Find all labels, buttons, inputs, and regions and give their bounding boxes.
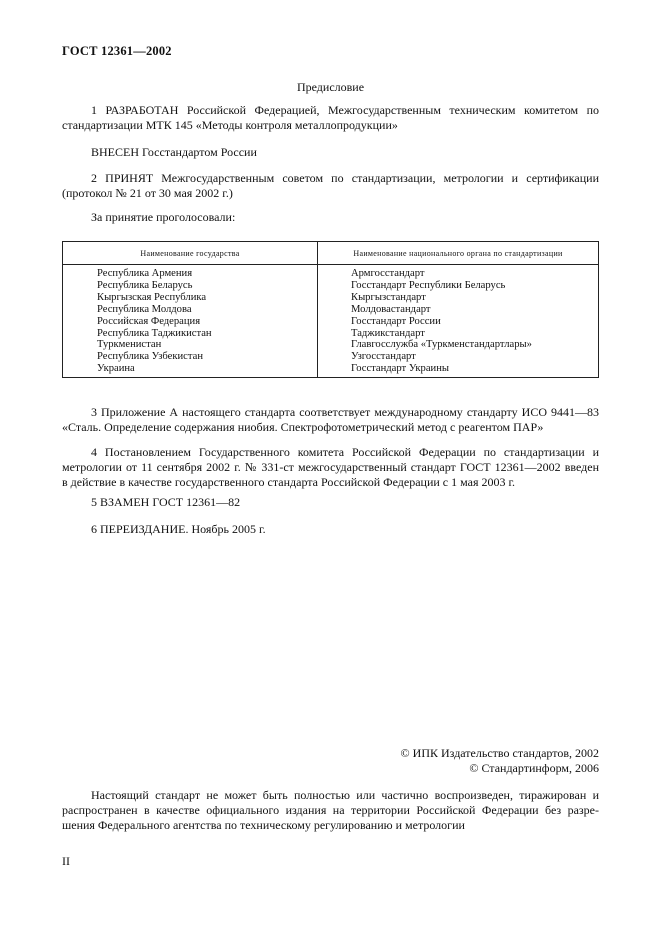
state-name: Республика Беларусь xyxy=(97,279,193,291)
standards-body-name: Армгосстандарт xyxy=(351,268,425,279)
paragraph-line: метрологии от 11 сентября 2002 г. № 331-ст межгосударственный стандарт ГОСТ 12361—2002 введен xyxy=(62,460,599,474)
paragraph-decree xyxy=(62,445,599,490)
paragraph-line: «Сталь. Определение содержания ниобия. Спектрофотометрический метод с реагентом ПАР» xyxy=(62,420,544,434)
copyright-publisher: © ИПК Издательство стандартов, 2002 xyxy=(400,746,599,760)
paragraph-developed xyxy=(62,103,599,133)
state-name: Туркменистан xyxy=(97,339,162,351)
copyright-standartinform: © Стандартинформ, 2006 xyxy=(469,761,599,775)
states-column xyxy=(63,265,318,378)
standards-body-name: Госстандарт России xyxy=(351,315,441,327)
paragraph-line: стандартизации МТК 145 «Методы контроля металлопродукции» xyxy=(62,118,398,132)
paragraph-line: 2 ПРИНЯТ Межгосударственным советом по стандартизации, метрологии и сертификации xyxy=(91,171,599,185)
paragraph-introduced: ВНЕСЕН Госстандартом России xyxy=(91,145,257,159)
voting-table xyxy=(62,241,599,378)
paragraph-line: Настоящий стандарт не может быть полностью или частично воспроизведен, тиражирован и xyxy=(91,788,599,802)
standards-body-name: Госстандарт Республики Беларусь xyxy=(351,279,506,291)
paragraph-adopted xyxy=(62,171,599,201)
paragraph-line: 3 Приложение А настоящего стандарта соответствует международному стандарту ИСО 9441—83 xyxy=(91,405,599,419)
standards-body-name: Молдовастандарт xyxy=(351,303,431,315)
paragraph-reissue: 6 ПЕРЕИЗДАНИЕ. Ноябрь 2005 г. xyxy=(91,522,266,536)
section-title: Предисловие xyxy=(296,80,365,94)
table-header-row xyxy=(63,242,599,265)
state-name: Российская Федерация xyxy=(97,315,201,327)
paragraph-line: распространен в качестве официального издания на территории Российской Федерации без разре- xyxy=(62,803,599,817)
paragraph-replaces: 5 ВЗАМЕН ГОСТ 12361—82 xyxy=(91,495,241,509)
state-name: Республика Молдова xyxy=(97,303,192,315)
table-header-body: Наименование национального органа по стандартизации xyxy=(318,242,599,265)
paragraph-voted: За принятие проголосовали: xyxy=(91,210,236,224)
table-row xyxy=(63,265,599,378)
paragraph-line: 1 РАЗРАБОТАН Российской Федерацией, Межгосударственным техническим комитетом по xyxy=(91,103,599,117)
bodies-column xyxy=(318,265,599,378)
standards-body-name: Узгосстандарт xyxy=(351,351,416,363)
paragraph-line: 4 Постановлением Государственного комитета Российской Федерации по стандартизации и xyxy=(91,445,599,459)
page-number: II xyxy=(62,854,70,868)
paragraph-line: шения Федерального агентства по техническому регулированию и метрологии xyxy=(62,818,465,832)
paragraph-annex xyxy=(62,405,599,435)
state-name: Республика Армения xyxy=(97,268,193,279)
reproduction-notice xyxy=(62,788,599,833)
state-name: Республика Узбекистан xyxy=(97,351,204,363)
standards-body-name: Госстандарт Украины xyxy=(351,363,449,375)
standards-body-name: Главгосслужба «Туркменстандартлары» xyxy=(351,339,532,351)
standards-body-name: Кыргызстандарт xyxy=(351,291,426,303)
state-name: Украина xyxy=(97,363,135,375)
paragraph-line: в действие в качестве государственного стандарта Российской Федерации с 1 мая 2003 г. xyxy=(62,475,516,489)
state-name: Республика Таджикистан xyxy=(97,327,212,339)
table-header-state: Наименование государства xyxy=(63,242,318,265)
document-header: ГОСТ 12361—2002 xyxy=(62,44,172,58)
state-name: Кыргызская Республика xyxy=(97,291,207,303)
paragraph-line: (протокол № 21 от 30 мая 2002 г.) xyxy=(62,186,233,200)
standards-body-name: Таджикстандарт xyxy=(351,327,425,339)
